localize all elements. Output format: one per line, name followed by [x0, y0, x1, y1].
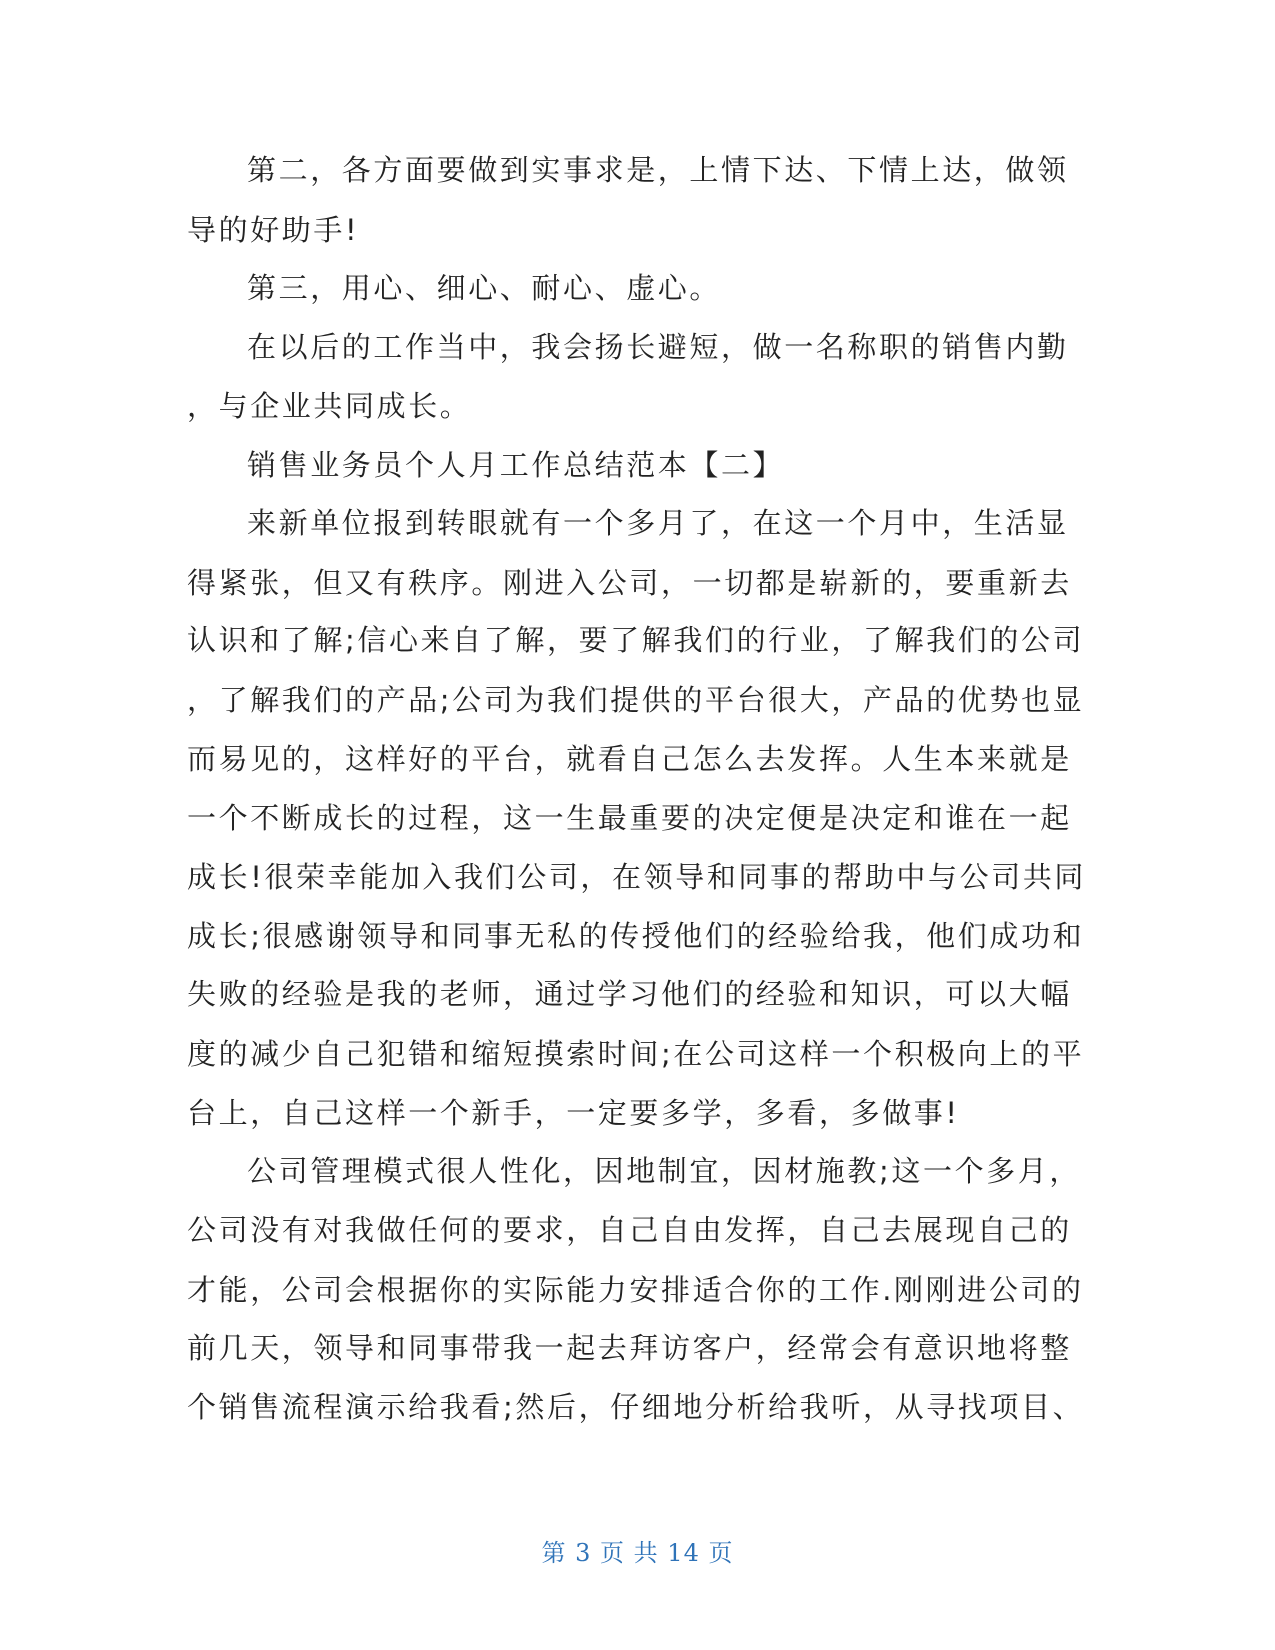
body-text-line: 一个不断成长的过程，这一生最重要的决定便是决定和谁在一起 — [187, 801, 1072, 835]
body-text-line: 在以后的工作当中，我会扬长避短，做一名称职的销售内勤 — [247, 330, 1069, 364]
body-text-line: 导的好助手! — [187, 213, 360, 247]
page-number-footer: 第 3 页 共 14 页 — [541, 1539, 734, 1567]
body-text-line: 台上，自己这样一个新手，一定要多学，多看，多做事! — [187, 1096, 960, 1130]
body-text-line: 而易见的，这样好的平台，就看自己怎么去发挥。人生本来就是 — [187, 742, 1072, 776]
body-text-line: 个销售流程演示给我看;然后，仔细地分析给我听，从寻找项目、 — [187, 1390, 1085, 1424]
body-text-line: ，了解我们的产品;公司为我们提供的平台很大，产品的优势也显 — [187, 683, 1085, 717]
body-text-line: 第三，用心、细心、耐心、虚心。 — [247, 271, 722, 305]
body-text-line: ，与企业共同成长。 — [187, 389, 472, 423]
body-text-line: 失败的经验是我的老师，通过学习他们的经验和知识，可以大幅 — [187, 977, 1072, 1011]
section-heading: 销售业务员个人月工作总结范本【二】 — [247, 448, 785, 482]
body-text-line: 认识和了解;信心来自了解，要了解我们的行业，了解我们的公司 — [187, 623, 1085, 657]
body-text-line: 公司管理模式很人性化，因地制宜，因材施教;这一个多月， — [247, 1154, 1081, 1188]
body-text-line: 前几天，领导和同事带我一起去拜访客户，经常会有意识地将整 — [187, 1331, 1072, 1365]
body-text-line: 成长;很感谢领导和同事无私的传授他们的经验给我，他们成功和 — [187, 919, 1085, 953]
body-text-line: 来新单位报到转眼就有一个多月了，在这一个月中，生活显 — [247, 506, 1069, 540]
body-text-line: 第二，各方面要做到实事求是，上情下达、下情上达，做领 — [247, 153, 1069, 187]
body-text-line: 得紧张，但又有秩序。刚进入公司，一切都是崭新的，要重新去 — [187, 566, 1072, 600]
body-text-line: 才能，公司会根据你的实际能力安排适合你的工作.刚刚进公司的 — [187, 1273, 1084, 1307]
body-text-line: 度的减少自己犯错和缩短摸索时间;在公司这样一个积极向上的平 — [187, 1037, 1085, 1071]
body-text-line: 成长!很荣幸能加入我们公司，在领导和同事的帮助中与公司共同 — [187, 860, 1087, 894]
body-text-line: 公司没有对我做任何的要求，自己自由发挥，自己去展现自己的 — [187, 1213, 1072, 1247]
